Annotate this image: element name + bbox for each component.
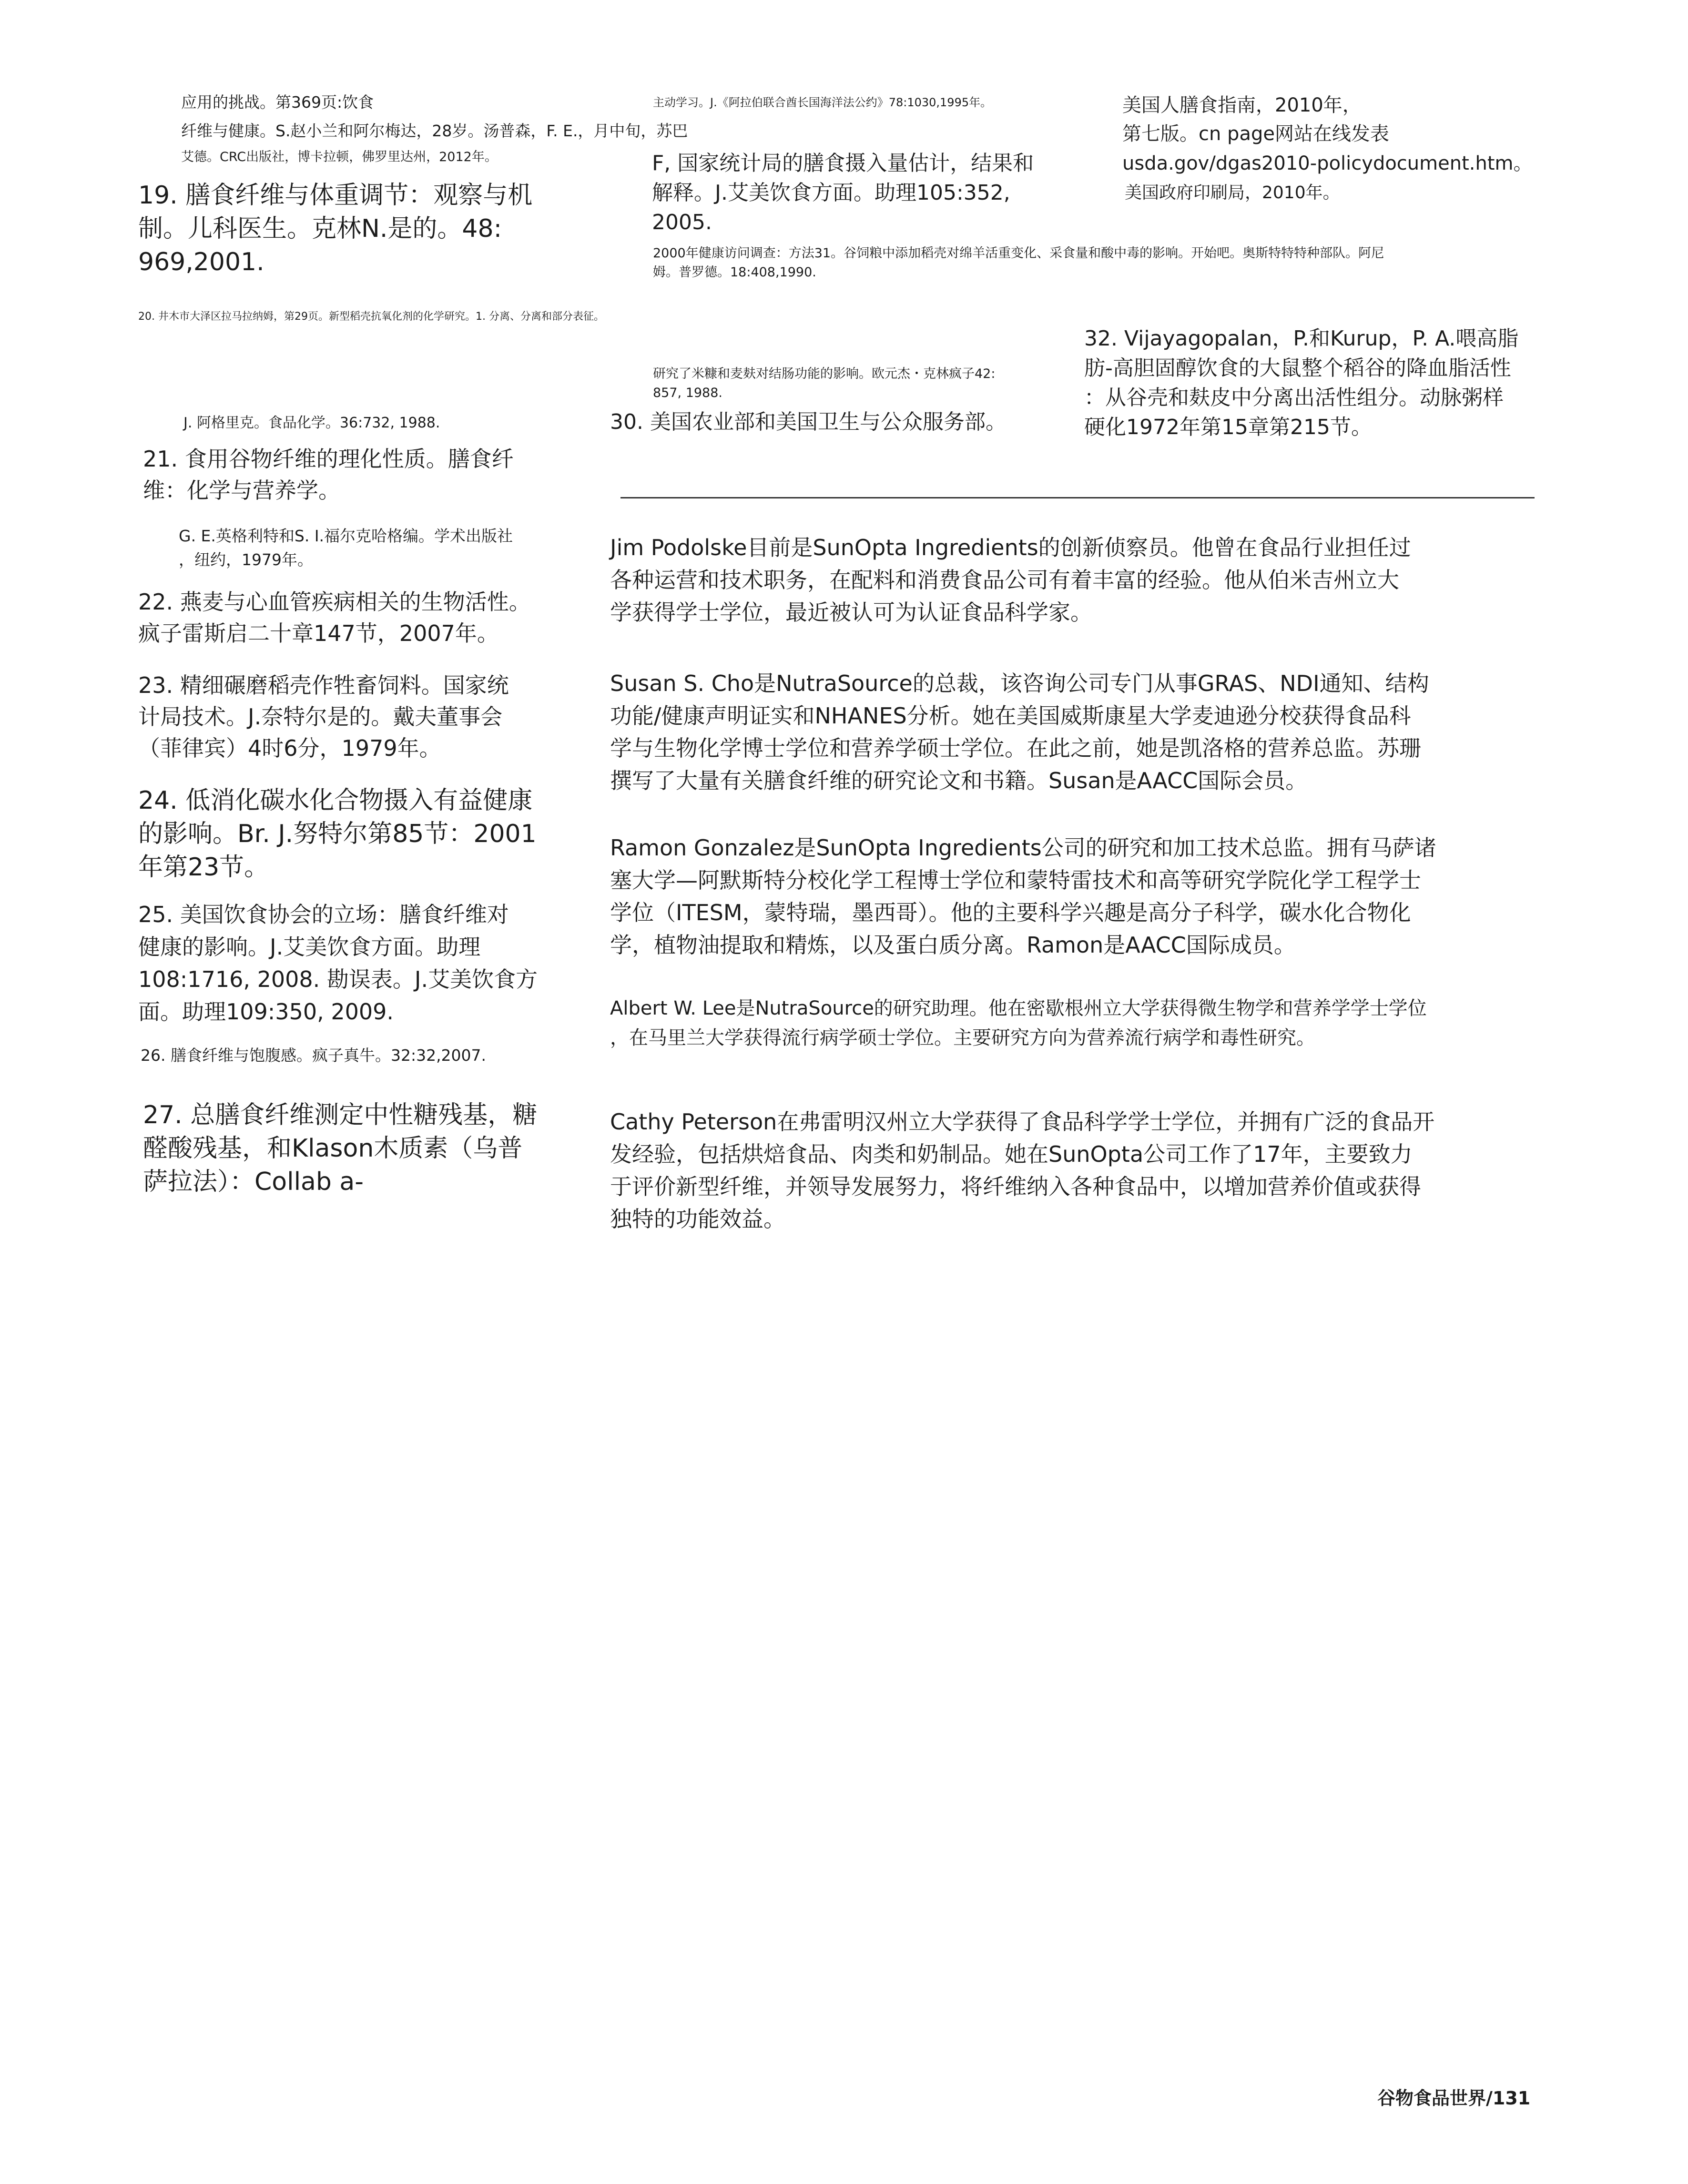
author-bio-jim-podolske: Jim Podolske目前是SunOpta Ingredients的创新侦察员。他曾在食品行业担任过 各种运营和技术职务，在配料和消费食品公司有着丰富的经验。他从伯米吉州立大 学获得学士学位，最近被认可为认证食品科学家。 <box>610 535 1411 625</box>
reference-26: 26. 膳食纤维与饱腹感。疯子真牛。32:32,2007. <box>141 1046 487 1065</box>
reference-23: 23. 精细碾磨稻壳作牲畜饲料。国家统 计局技术。J.奈特尔是的。戴夫董事会 （菲律宾）4时6分，1979年。 <box>138 672 509 761</box>
reference-27-tail: 主动学习。J.《阿拉伯联合酋长国海洋法公约》78:1030,1995年。 <box>653 96 992 109</box>
reference-28: F, 国家统计局的膳食摄入量估计，结果和 解释。J.艾美饮食方面。助理105:352, 2005. <box>652 151 1034 234</box>
reference-27: 27. 总膳食纤维测定中性糖残基，糖 醛酸残基，和Klason木质素（乌普 萨拉法）：Collab a- <box>143 1101 538 1196</box>
reference-21: 21. 食用谷物纤维的理化性质。膳食纤 维：化学与营养学。 <box>143 446 514 503</box>
reference-21-tail: G. E.英格利特和S. I.福尔克哈格编。学术出版社 ，纽约，1979年。 <box>179 527 513 569</box>
reference-20-tail: J. 阿格里克。食品化学。36:732, 1988. <box>183 415 440 431</box>
author-bio-ramon-gonzalez: Ramon Gonzalez是SunOpta Ingredients公司的研究和加工技术总监。拥有马萨诸 塞大学—阿默斯特分校化学工程博士学位和蒙特雷技术和高等研究学院化学工程学士 学位（ITESM，蒙特瑞，墨西哥）。他的主要科学兴趣是高分子科学，碳水化合物化 学，植物油提取和精炼，以及蛋白质分离。Ramon是AACC国际成员。 <box>610 835 1436 958</box>
author-bio-cathy-peterson: Cathy Peterson在弗雷明汉州立大学获得了食品科学学士学位，并拥有广泛的食品开 发经验，包括烘焙食品、肉类和奶制品。她在SunOpta公司工作了17年，主要致力 于评价新型纤维，并领导发展努力，将纤维纳入各种食品中，以增加营养价值或获得 独特的功能效益。 <box>610 1109 1435 1232</box>
reference-31-c: 美国政府印刷局，2010年。 <box>1125 183 1340 203</box>
reference-31-a: 美国人膳食指南，2010年， <box>1122 94 1362 116</box>
page-footer-label: 谷物食品世界/131 <box>1377 2088 1531 2109</box>
author-bio-albert-lee: Albert W. Lee是NutraSource的研究助理。他在密歇根州立大学获得微生物学和营养学学士学位 ，在马里兰大学获得流行病学硕士学位。主要研究方向为营养流行病学和毒性研究。 <box>610 997 1427 1049</box>
reference-29-tail: 研究了米糠和麦麸对结肠功能的影响。欧元杰・克林疯子42: 857, 1988. <box>653 366 996 400</box>
reference-18-tail-b: 纤维与健康。S.赵小兰和阿尔梅达，28岁。汤普森，F. E.，月中旬，苏巴 <box>181 122 688 140</box>
section-divider <box>620 497 1535 498</box>
reference-20: 20. 井木市大泽区拉马拉纳姆，第29页。新型稻壳抗氧化剂的化学研究。1. 分离、分离和部分表征。 <box>138 311 604 323</box>
reference-32: 32. Vijayagopalan，P.和Kurup，P. A.喂高脂 肪-高胆固醇饮食的大鼠整个稻谷的降血脂活性 ：从谷壳和麸皮中分离出活性组分。动脉粥样 硬化1972年第15章第215节。 <box>1084 326 1519 439</box>
author-bio-susan-cho: Susan S. Cho是NutraSource的总裁，该咨询公司专门从事GRAS、NDI通知、结构 功能/健康声明证实和NHANES分析。她在美国威斯康星大学麦迪逊分校获得食品科 学与生物化学博士学位和营养学硕士学位。在此之前，她是凯洛格的营养总监。苏珊 撰写了大量有关膳食纤维的研究论文和书籍。Susan是AACC国际会员。 <box>610 670 1429 793</box>
reference-22: 22. 燕麦与心血管疾病相关的生物活性。 疯子雷斯启二十章147节，2007年。 <box>138 589 531 646</box>
reference-24: 24. 低消化碳水化合物摄入有益健康 的影响。Br. J.努特尔第85节：2001 年第23节。 <box>138 786 537 882</box>
reference-18-tail-c: 艾德。CRC出版社，博卡拉顿，佛罗里达州，2012年。 <box>181 150 498 164</box>
reference-25: 25. 美国饮食协会的立场：膳食纤维对 健康的影响。J.艾美饮食方面。助理 108:1716, 2008. 勘误表。J.艾美饮食方 面。助理109:350, 2009. <box>138 902 538 1025</box>
reference-28-extra: 2000年健康访问调查：方法31。谷饲粮中添加稻壳对绵羊活重变化、采食量和酸中毒的影响。开始吧。奥斯特特特种部队。阿尼 姆。普罗德。18:408,1990. <box>653 246 1384 280</box>
reference-31-b: 第七版。cn page网站在线发表 usda.gov/dgas2010-policydocument.htm。 <box>1122 123 1533 174</box>
reference-30: 30. 美国农业部和美国卫生与公众服务部。 <box>610 410 1007 434</box>
reference-18-tail-a: 应用的挑战。第369页:饮食 <box>181 93 374 112</box>
reference-19: 19. 膳食纤维与体重调节：观察与机 制。儿科医生。克林N.是的。48: 969,2001. <box>138 181 533 276</box>
